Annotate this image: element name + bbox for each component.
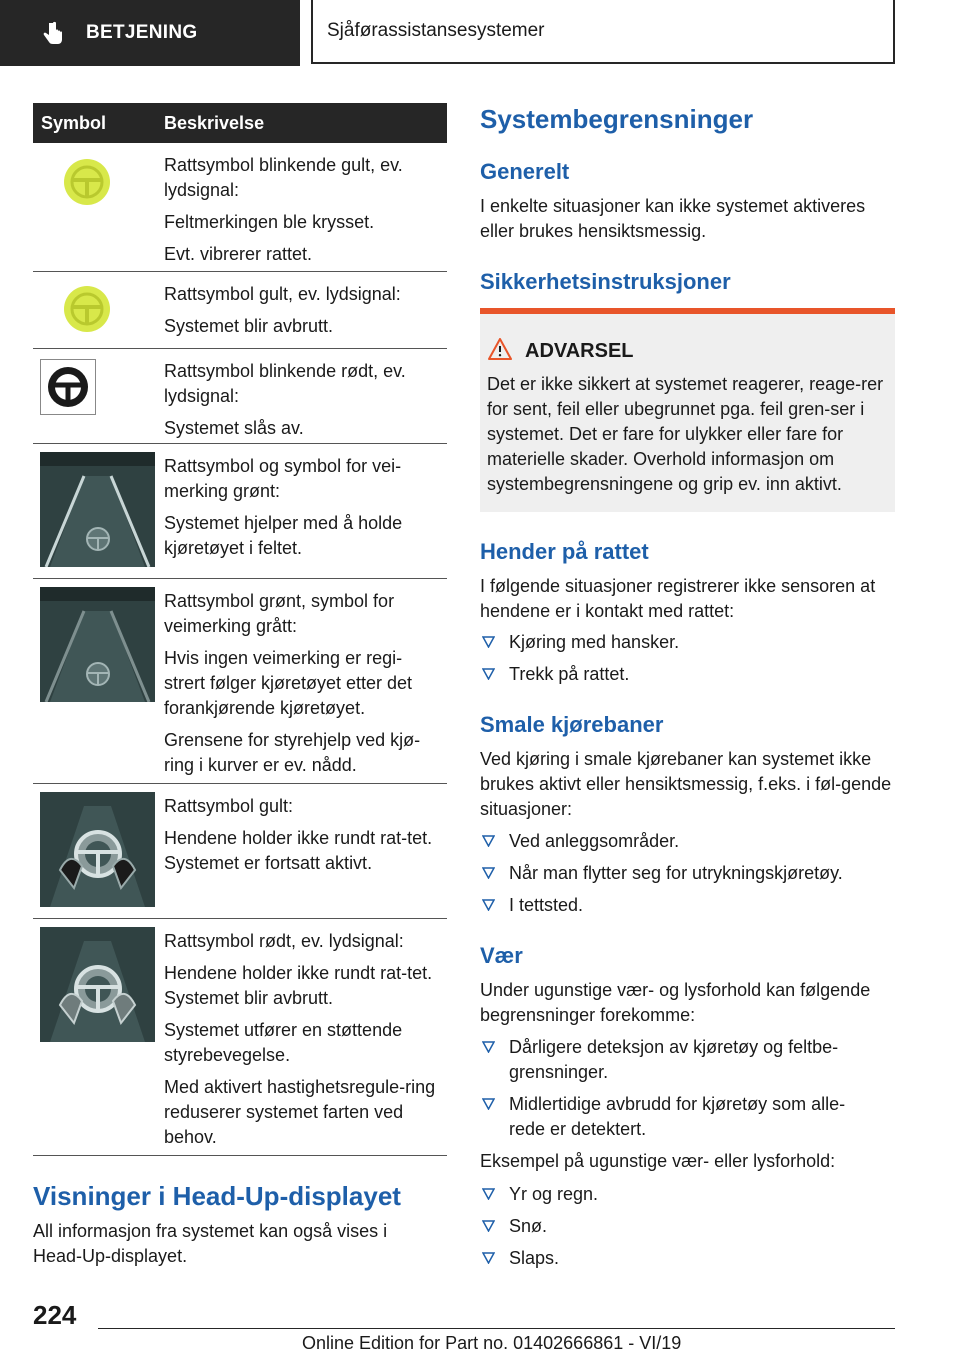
chapter-label: Sjåførassistansesystemer xyxy=(327,20,545,41)
row-text: Feltmerkingen ble krysset. xyxy=(164,212,375,232)
list-item xyxy=(480,1035,896,1085)
row-text: Rattsymbol grønt, symbol for veimerking grått: xyxy=(164,591,395,636)
lane-marking-gray-image xyxy=(40,587,155,702)
bullet-triangle-icon xyxy=(482,668,495,680)
row-text: Evt. vibrerer rattet. xyxy=(164,244,313,264)
bullet-triangle-icon xyxy=(482,1188,495,1200)
col-description-header: Beskrivelse xyxy=(164,112,265,133)
weather-heading: Vær xyxy=(480,943,523,968)
page-number: 224 xyxy=(33,1300,77,1330)
row-text: Med aktivert hastighetsregule-ring reduserer systemet farten ved behov. xyxy=(164,1077,436,1147)
row-text: Rattsymbol blinkende rødt, ev. lydsignal: xyxy=(164,361,406,406)
safety-heading: Sikkerhetsinstruksjoner xyxy=(480,269,731,294)
bullet-triangle-icon xyxy=(482,1098,495,1110)
list-item-text: Dårligere deteksjon av kjøretøy og feltbe-grensninger. xyxy=(509,1037,839,1082)
row-text: Rattsymbol gult, ev. lydsignal: xyxy=(164,284,401,304)
header-chapter-tab xyxy=(311,0,895,64)
warning-title: ADVARSEL xyxy=(525,340,634,362)
list-item-text: Kjøring med hansker. xyxy=(509,632,680,652)
steering-wheel-yellow-icon xyxy=(40,284,142,334)
bullet-triangle-icon xyxy=(482,1220,495,1232)
narrow-text: Ved kjøring i smale kjørebaner kan systemet ikke brukes aktivt eller hensiktsmessig, f.eks. i føl-gende situasjoner: xyxy=(480,749,892,819)
header-section-tab xyxy=(0,0,300,66)
steering-wheel-yellow-flashing-icon xyxy=(40,157,142,207)
list-item-text: Snø. xyxy=(509,1216,548,1236)
bullet-triangle-icon xyxy=(482,1041,495,1053)
example-text: Eksempel på ugunstige vær- eller lysforhold: xyxy=(480,1151,836,1171)
table-row xyxy=(33,784,447,919)
bullet-triangle-icon xyxy=(482,867,495,879)
list-item-text: Yr og regn. xyxy=(509,1184,599,1204)
list-item xyxy=(480,630,896,655)
list-item xyxy=(480,1214,896,1239)
list-item xyxy=(480,861,896,886)
list-item-text: Slaps. xyxy=(509,1248,560,1268)
list-item-text: Ved anleggsområder. xyxy=(509,831,680,851)
row-text: Rattsymbol og symbol for vei-merking grønt: xyxy=(164,456,402,501)
row-text: Rattsymbol rødt, ev. lydsignal: xyxy=(164,931,404,951)
row-text: Hendene holder ikke rundt rat-tet. Systemet blir avbrutt. xyxy=(164,963,433,1008)
row-text: Rattsymbol gult: xyxy=(164,796,294,816)
table-row xyxy=(33,444,447,579)
footer-edition: Online Edition for Part no. 01402666861 - VI/19 xyxy=(302,1333,682,1353)
footer-divider xyxy=(98,1328,895,1329)
table-row xyxy=(33,272,447,349)
symbol-table xyxy=(33,103,447,1147)
table-row xyxy=(33,919,447,1156)
lane-keeping-green-image xyxy=(40,452,155,567)
general-text: I enkelte situasjoner kan ikke systemet aktiveres eller brukes hensiktsmessig. xyxy=(480,196,866,241)
table-row xyxy=(33,579,447,784)
hud-text: All informasjon fra systemet kan også vises i Head-Up-displayet. xyxy=(33,1221,388,1266)
section-label: BETJENING xyxy=(86,22,198,43)
row-text: Systemet blir avbrutt. xyxy=(164,316,334,336)
row-text: Hvis ingen veimerking er regi-strert følger kjøretøyet etter det forankjørende kjøretøyet. xyxy=(164,648,413,718)
steering-wheel-red-icon xyxy=(40,359,96,415)
warning-text: Det er ikke sikkert at systemet reagerer, reage-rer for sent, feil eller ubegrunnet pga. feil gren-ser i systemet. Det er fare for ulykker eller fare for materielle skader. Overhold informasjon om systembegrensningene og grip ev. inn aktivt. xyxy=(487,374,884,494)
row-text: Systemet utfører en støttende styrebevegelse. xyxy=(164,1020,403,1065)
general-heading: Generelt xyxy=(480,159,570,184)
hud-heading: Visninger i Head-Up-displayet xyxy=(33,1181,401,1211)
warning-box xyxy=(480,308,895,512)
list-item xyxy=(480,1092,896,1142)
table-row xyxy=(33,349,447,444)
col-symbol-header: Symbol xyxy=(41,112,107,133)
list-item-text: Midlertidige avbrudd for kjøretøy som alle-rede er detektert. xyxy=(509,1094,846,1139)
list-item xyxy=(480,1246,896,1271)
list-item-text: I tettsted. xyxy=(509,895,584,915)
row-text: Grensene for styrehjelp ved kjø-ring i kurver er ev. nådd. xyxy=(164,730,421,775)
row-text: Systemet hjelper med å holde kjøretøyet i feltet. xyxy=(164,513,403,558)
limits-heading: Systembegrensninger xyxy=(480,104,754,134)
row-text: Systemet slås av. xyxy=(164,418,304,438)
hands-off-wheel-red-image xyxy=(40,927,155,1042)
list-item xyxy=(480,662,896,687)
list-item xyxy=(480,829,896,854)
table-row xyxy=(33,143,447,272)
bullet-triangle-icon xyxy=(482,899,495,911)
warning-triangle-icon xyxy=(488,338,512,360)
list-item-text: Når man flytter seg for utrykningskjøretøy. xyxy=(509,863,843,883)
row-text: Hendene holder ikke rundt rat-tet. Systemet er fortsatt aktivt. xyxy=(164,828,433,873)
list-item xyxy=(480,1182,896,1207)
narrow-heading: Smale kjørebaner xyxy=(480,712,664,737)
table-header xyxy=(33,103,447,143)
bullet-triangle-icon xyxy=(482,636,495,648)
bullet-triangle-icon xyxy=(482,835,495,847)
list-item xyxy=(480,893,896,918)
bullet-triangle-icon xyxy=(482,1252,495,1264)
hand-touch-icon xyxy=(40,20,66,46)
list-item-text: Trekk på rattet. xyxy=(509,664,630,684)
hands-heading: Hender på rattet xyxy=(480,539,649,564)
weather-text: Under ugunstige vær- og lysforhold kan følgende begrensninger forekomme: xyxy=(480,980,871,1025)
hands-off-wheel-yellow-image xyxy=(40,792,155,907)
hands-text: I følgende situasjoner registrerer ikke sensoren at hendene er i kontakt med rattet: xyxy=(480,576,876,621)
row-text: Rattsymbol blinkende gult, ev. lydsignal: xyxy=(164,155,403,200)
